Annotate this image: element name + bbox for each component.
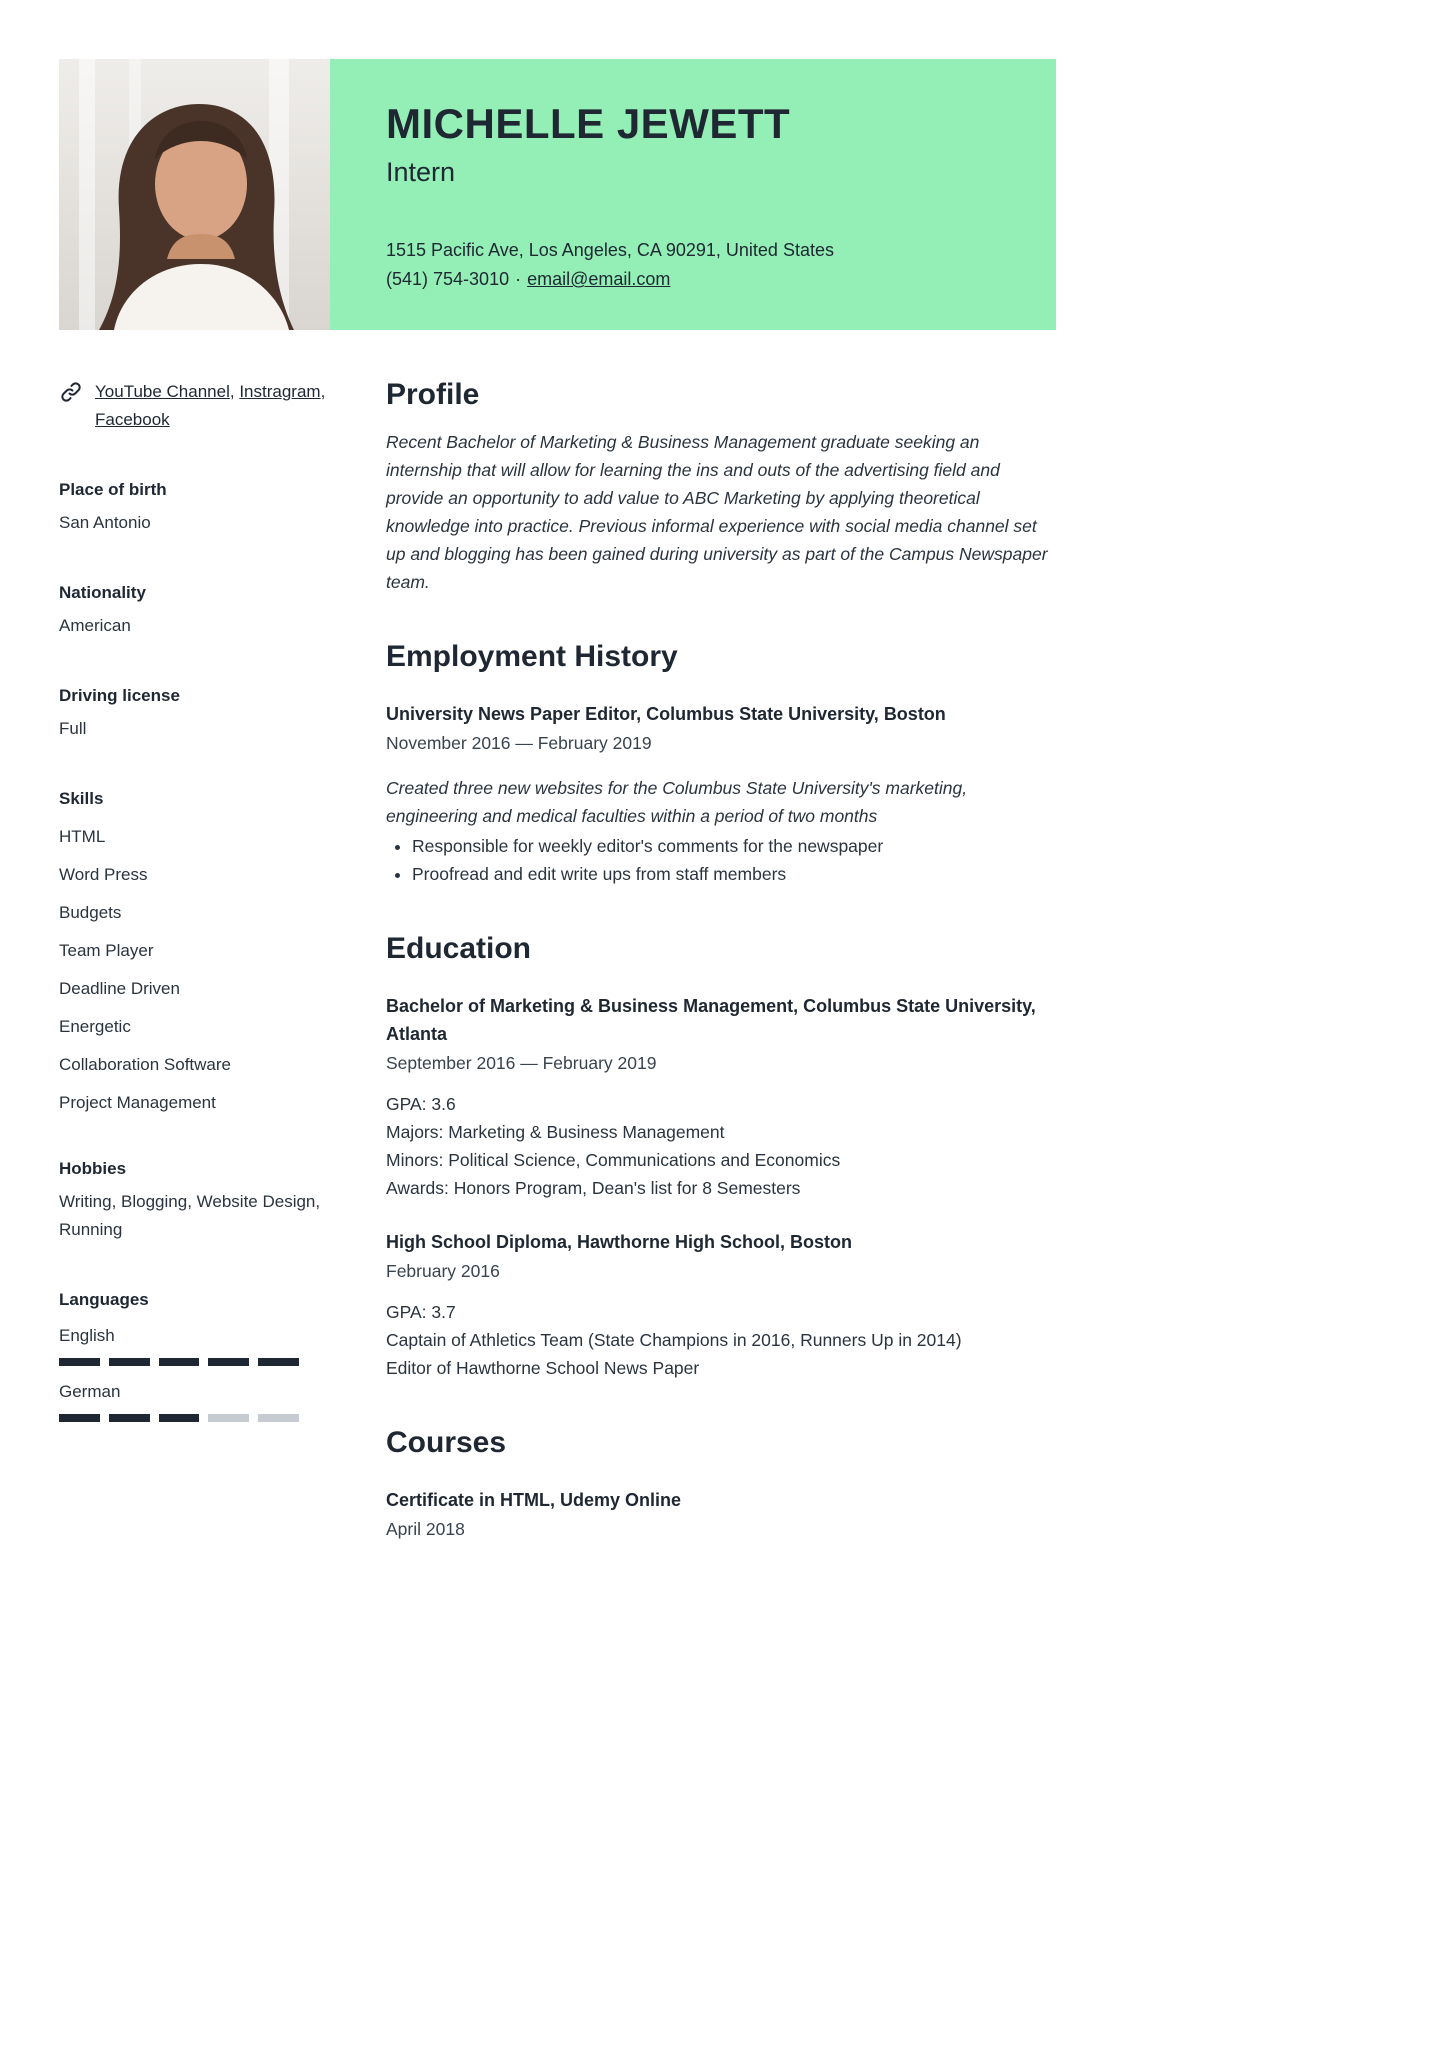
skill-item: Deadline Driven [59,979,180,998]
education-title: Bachelor of Marketing & Business Management, Columbus State University, Atlanta [386,996,1036,1044]
job-bullet-list [386,832,1056,888]
section-heading: Education [386,932,532,965]
section-courses [386,1426,1056,1540]
education-detail-line: Minors: Political Science, Communications and Economics [386,1150,841,1170]
side-section-title: Driving license [59,686,180,705]
link-youtube-channel[interactable]: YouTube Channel [95,382,230,401]
sidebar [59,378,330,1540]
contact-line [386,265,1016,294]
section-profile [386,378,1056,596]
skill-item: HTML [59,827,106,846]
section-nationality [59,583,330,640]
section-heading: Courses [386,1426,507,1459]
person-name: MICHELLE JEWETT [386,100,791,147]
skill-item: Collaboration Software [59,1055,231,1074]
skill-item: Team Player [59,941,154,960]
course-entry [386,1486,1056,1540]
link-separator: , [320,382,326,401]
section-skills [59,789,330,1113]
header-banner [330,59,1056,330]
section-education [386,932,1056,1382]
language-name: English [59,1326,115,1345]
contact-address: 1515 Pacific Ave, Los Angeles, CA 90291, United States [386,240,834,261]
language-level-bar [59,1358,299,1366]
education-detail-line: GPA: 3.6 [386,1094,456,1114]
side-section-title: Skills [59,789,104,808]
course-dates: April 2018 [386,1519,465,1539]
link-separator: , [229,382,235,401]
job-bullet: • Proofread and edit write ups from staff members [412,860,1056,888]
side-section-title: Place of birth [59,480,167,499]
section-heading: Profile [386,378,480,411]
education-detail-line: Majors: Marketing & Business Management [386,1122,725,1142]
employment-entry [386,700,1056,888]
education-entry [386,992,1056,1202]
link-icon [59,380,83,404]
language-level-bar [59,1414,299,1422]
skill-item: Project Management [59,1093,216,1112]
side-section-value: American [59,616,131,635]
job-bullet: • Responsible for weekly editor's comments for the newspaper [412,832,1056,860]
profile-text: Recent Bachelor of Marketing & Business Management graduate seeking an internship that will allow for learning the ins and outs of the advertising field and provide an opportunity to add value to ABC Marketing by applying theoretical knowledge into practice. Previous informal experience with social media channel set up and blogging has been gained during university as part of the Campus Newspaper team. [386,432,1048,592]
section-driving-license [59,686,330,743]
side-section-value: San Antonio [59,513,151,532]
link-facebook[interactable]: Facebook [95,410,170,429]
section-hobbies [59,1159,330,1244]
education-dates: February 2016 [386,1261,500,1281]
person-job-title: Intern [386,157,456,188]
skill-item: Energetic [59,1017,131,1036]
skill-item: Budgets [59,903,122,922]
link-instagram[interactable]: Instragram [239,382,321,401]
social-links-text [95,378,330,434]
side-section-title: Languages [59,1290,149,1309]
job-summary: Created three new websites for the Columbus State University's marketing, engineering and medical faculties within a period of two months [386,778,968,826]
education-detail-line: Captain of Athletics Team (State Champions in 2016, Runners Up in 2014) [386,1330,962,1350]
education-detail-line: Awards: Honors Program, Dean's list for 8 Semesters [386,1178,801,1198]
education-title: High School Diploma, Hawthorne High School, Boston [386,1232,852,1252]
contact-block [386,236,1016,294]
side-section-value: Full [59,719,87,738]
contact-phone: (541) 754-3010 [386,269,510,290]
education-dates: September 2016 — February 2019 [386,1053,657,1073]
course-title: Certificate in HTML, Udemy Online [386,1490,682,1510]
section-place-of-birth [59,480,330,537]
side-section-value: Writing, Blogging, Website Design, Running [59,1192,321,1239]
social-links [59,378,330,434]
education-details [386,1090,1056,1202]
profile-photo [59,59,330,330]
education-detail-line: Editor of Hawthorne School News Paper [386,1358,700,1378]
contact-email-link[interactable]: email@email.com [527,269,671,290]
section-languages [59,1290,330,1422]
education-entry [386,1228,1056,1382]
header [59,59,1056,330]
job-title-line: University News Paper Editor, Columbus State University, Boston [386,704,946,724]
skill-item: Word Press [59,865,148,884]
job-dates: November 2016 — February 2019 [386,733,652,753]
side-section-title: Nationality [59,583,146,602]
education-detail-line: GPA: 3.7 [386,1302,456,1322]
section-employment-history [386,640,1056,888]
content-columns [59,378,1056,1540]
side-section-title: Hobbies [59,1159,127,1178]
education-details [386,1298,1056,1382]
language-name: German [59,1382,121,1401]
contact-separator: · [515,269,522,290]
main-column [386,378,1056,1540]
section-heading: Employment History [386,640,678,673]
